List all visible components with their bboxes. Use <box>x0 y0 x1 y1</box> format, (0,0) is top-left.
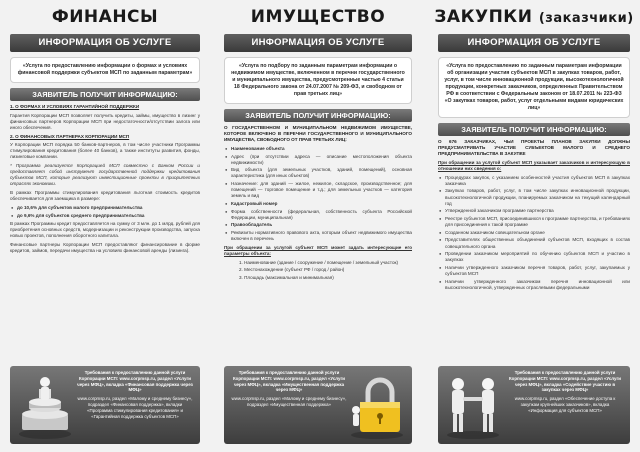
property-item-name: ● Наименование объекта <box>224 146 412 152</box>
procurement-title-sub: (заказчики) <box>538 11 634 26</box>
procurement-column <box>428 0 640 452</box>
procurement-footer-link-1[interactable]: Требования к предоставлению данной услуги Корпорации МСП: www.corpmsp.ru, раздел «Услуги через МФЦ», вкладка «Содействие участию в закупках через МФЦ» <box>508 370 622 393</box>
procurement-item-innovation-list: ● Наличии утвержденного заказчиком перечня инновационной или высокотехнологичной, утвержденных отраслевыми федеральными <box>438 279 630 291</box>
procurement-item-partnership: ● Утвержденной заказчиком программе партнерства <box>438 208 630 214</box>
finance-paragraph-4: В рамках Программы кредит предоставляется на сумму от 3 млн. до 1 млрд. рублей для приобретения основных средств, модернизации и реконструкции производства, запуска новых проектов, пополнения оборотного капитала. <box>10 221 200 239</box>
padlock-and-figure-icon <box>346 370 408 440</box>
finance-heading-1: 1. О ФОРМАХ И УСЛОВИЯХ ГАРАНТИЙНОЙ ПОДДЕРЖКИ <box>10 104 140 109</box>
property-footer-text <box>230 370 348 411</box>
finance-rate-small: ● до 10,6% для субъектов малого предпринимательства <box>10 205 200 211</box>
finance-footnote: * Программа реализуется Корпорацией МСП совместно с Банком России и предоставляет собой инструмент государственной поддержки кредитования субъектов МСП, которые реализуют инвестиционные проекты в приоритетных отраслях экономики. <box>10 163 200 187</box>
property-params-heading: При обращении за услугой субъект МСП может задать интересующие его параметры объекта: <box>224 244 412 257</box>
property-item-holder: ● Правообладатель <box>224 222 412 228</box>
procurement-title <box>428 0 640 34</box>
property-body <box>224 125 412 337</box>
finance-footer <box>10 366 200 444</box>
property-param-location: 2. Местонахождение (субъект РФ / город / район) <box>239 267 345 273</box>
property-service-banner: ИНФОРМАЦИЯ ОБ УСЛУГЕ <box>224 34 412 52</box>
procurement-footer-link-2[interactable]: www.corpmsp.ru, раздел «Обеспечение доступа к закупкам крупнейших заказчиков», вкладка «Информация для субъектов МСП» <box>514 396 616 413</box>
property-intro: О ГОСУДАРСТВЕННОМ И МУНИЦИПАЛЬНОМ НЕДВИЖИМОМ ИМУЩЕСТВЕ, КОТОРОЕ ВКЛЮЧЕНО В ПЕРЕЧНИ ГОСУДАРСТВЕННОГО И МУНИЦИПАЛЬНОГО ИМУЩЕСТВА, СВОБОДНОГО ОТ ПРАВ ТРЕТЬИХ ЛИЦ: <box>224 125 412 143</box>
property-item-cadastral: ● Кадастровый номер <box>224 201 412 207</box>
property-params-list <box>232 260 412 281</box>
finance-footer-link-2[interactable]: www.corpmsp.ru, раздел «Малому и среднему бизнесу», подраздел «Финансовая поддержка», вкладки «Программа стимулирования кредитования» и «Гарантийная поддержка субъектов МСП» <box>77 396 193 419</box>
procurement-footer <box>438 366 630 444</box>
procurement-intro: О 676 ЗАКАЗЧИКАХ, ЧЬИ ПРОЕКТЫ ПЛАНОВ ЗАКУПКИ ДОЛЖНЫ ПРЕДУСМАТРИВАТЬ УЧАСТИЕ СУБЪЕКТОВ МАЛОГО И СРЕДНЕГО ПРЕДПРИНИМАТЕЛЬСТВА В ЗАКУПКЕ <box>438 139 630 157</box>
procurement-item-council: ● Созданном заказчиком совещательном органе <box>438 230 630 236</box>
coins-and-figure-icon <box>14 370 76 440</box>
procurement-title-main: ЗАКУПКИ <box>434 7 533 27</box>
finance-paragraph-1: Гарантия Корпорации МСП позволяет получить кредиты, займы, имущество в лизинг у финансовых партнеров Корпорации МСП при недостаточности/отсутствии залога или иного обеспечения. <box>10 112 200 130</box>
property-param-area: 3. Площадь (максимальная и минимальная) <box>239 275 334 281</box>
property-param-name: 1. Наименование (здание / сооружение / помещение / земельный участок) <box>239 259 399 265</box>
procurement-item-representatives: ● Представителях общественных объединений субъектов МСП, входящих в состав совещательного органа <box>438 237 630 249</box>
finance-paragraph-3: В рамках Программы стимулирования кредитования льготная стоимость кредитов обеспечивается для заемщика в размере: <box>10 190 200 202</box>
procurement-item-training: ● Проведении заказчиком мероприятий по обучению субъектов МСП и участию в закупках <box>438 251 630 263</box>
finance-paragraph-5: Финансовые партнеры Корпорации МСП предоставляют финансирование в форме кредитов, займов, передачи имущества на условиях финансовой аренды (лизинга). <box>10 242 200 254</box>
finance-rate-medium: ● до 9,6% для субъектов среднего предпринимательства <box>10 213 200 219</box>
finance-rate-list <box>10 205 200 219</box>
property-item-address: ● Адрес (при отсутствии адреса — описание местоположения объекта недвижимости) <box>224 154 412 166</box>
procurement-footer-text <box>506 370 624 417</box>
property-column <box>214 0 422 452</box>
procurement-body <box>438 139 630 337</box>
property-service-quote: «Услуга по подбору по заданным параметрам информации о недвижимом имуществе, включенном в перечни государственного и муниципального имущества, предусмотренные частью 4 статьи 18 Федерального закона от 24.07.2007 № 209-ФЗ, и свободном от прав третьих лиц» <box>224 57 412 104</box>
property-item-type: ● Вид объекта (для земельных участков, зданий, помещений), основная характеристика (для иных объектов) <box>224 167 412 179</box>
finance-footer-text <box>76 370 194 422</box>
finance-column <box>0 0 210 452</box>
procurement-service-banner: ИНФОРМАЦИЯ ОБ УСЛУГЕ <box>438 34 630 52</box>
finance-paragraph-2: У Корпорации МСП порядка 50 банков-партнеров, в том числе участники Программы стимулирования кредитования (более 40 банков), а также институты развития, фонды, лизинговые компании. <box>10 142 200 160</box>
finance-body <box>10 104 200 332</box>
finance-heading-2: 2. О ФИНАНСОВЫХ ПАРТНЕРАХ КОРПОРАЦИИ МСП <box>10 133 130 139</box>
finance-applicant-banner: ЗАЯВИТЕЛЬ ПОЛУЧИТ ИНФОРМАЦИЮ: <box>10 88 200 101</box>
property-item-act: ● Реквизиты нормативного правового акта, которым объект недвижимого имущества включен в перечень <box>224 230 412 242</box>
property-applicant-banner: ЗАЯВИТЕЛЬ ПОЛУЧИТ ИНФОРМАЦИЮ: <box>224 109 412 122</box>
property-title: ИМУЩЕСТВО <box>250 7 386 27</box>
procurement-service-quote: «Услуга по предоставлению по заданным параметрам информации об организации участия субъектов МСП в закупках товаров, работ, услуг, в том числе инновационной продукции, высокотехнологичной продукции, конкретных заказчиков, определенных Правительством РФ в соответствии с Федеральным законом от 18.07.2011 № 223-ФЗ «О закупках товаров, работ, услуг отдельными видами юридических лиц» <box>438 57 630 118</box>
procurement-applicant-banner: ЗАЯВИТЕЛЬ ПОЛУЧИТ ИНФОРМАЦИЮ: <box>438 123 630 136</box>
finance-service-banner: ИНФОРМАЦИЯ ОБ УСЛУГЕ <box>10 34 200 52</box>
procurement-request-heading: При обращении за услугой субъект МСП указывает заказчиков и интересующую в отношении них сведения о: <box>438 159 630 171</box>
property-footer-link-2[interactable]: www.corpmsp.ru, раздел «Малому и среднему бизнесу», подраздел «Имущественная поддержка» <box>231 396 347 407</box>
procurement-item-registry: ● Реестре субъектов МСП, присоединившихся к программе партнерства, и требованиях для присоединения к такой программе <box>438 216 630 228</box>
handshake-figures-icon <box>442 370 504 440</box>
property-item-ownership: ● Форма собственности (федеральная, собственность субъекта Российской Федерации, муниципальная) <box>224 209 412 221</box>
property-item-purpose: ● Назначение: для зданий — жилое, нежилое, складское, производственное; для помещений — торговое помещение и т.д.; для земельных участков — категория земель и вид <box>224 181 412 199</box>
procurement-item-goods-list: ● Наличии утвержденного заказчиком перечня товаров, работ, услуг, закупаемых у субъектов МСП <box>438 265 630 277</box>
property-footer <box>224 366 412 444</box>
finance-footer-link-1[interactable]: Требования к предоставлению данной услуги Корпорации МСП: www.corpmsp.ru, раздел «Услуги через МФЦ», вкладка «Финансовая поддержка через МФЦ» <box>77 370 193 393</box>
property-attribute-list <box>224 146 412 242</box>
finance-title: ФИНАНСЫ <box>51 7 159 27</box>
procurement-item-procedures: ● Процедурах закупок, с указанием особенностей участия субъектов МСП в закупках заказчика <box>438 175 630 187</box>
property-footer-link-1[interactable]: Требования к предоставлению данной услуги Корпорации МСП: www.corpmsp.ru, раздел «Услуги через МФЦ», вкладка «Имущественная поддержка через МФЦ» <box>232 370 346 393</box>
procurement-item-purchases: ● Закупках товаров, работ, услуг, в том числе закупках инновационной продукции, высокотехнологичной продукции, планируемых заказчиком на текущий календарный год <box>438 188 630 206</box>
procurement-info-list <box>438 175 630 291</box>
finance-service-quote: «Услуга по предоставлению информации о формах и условиях финансовой поддержки субъектов МСП по заданным параметрам» <box>10 57 200 83</box>
